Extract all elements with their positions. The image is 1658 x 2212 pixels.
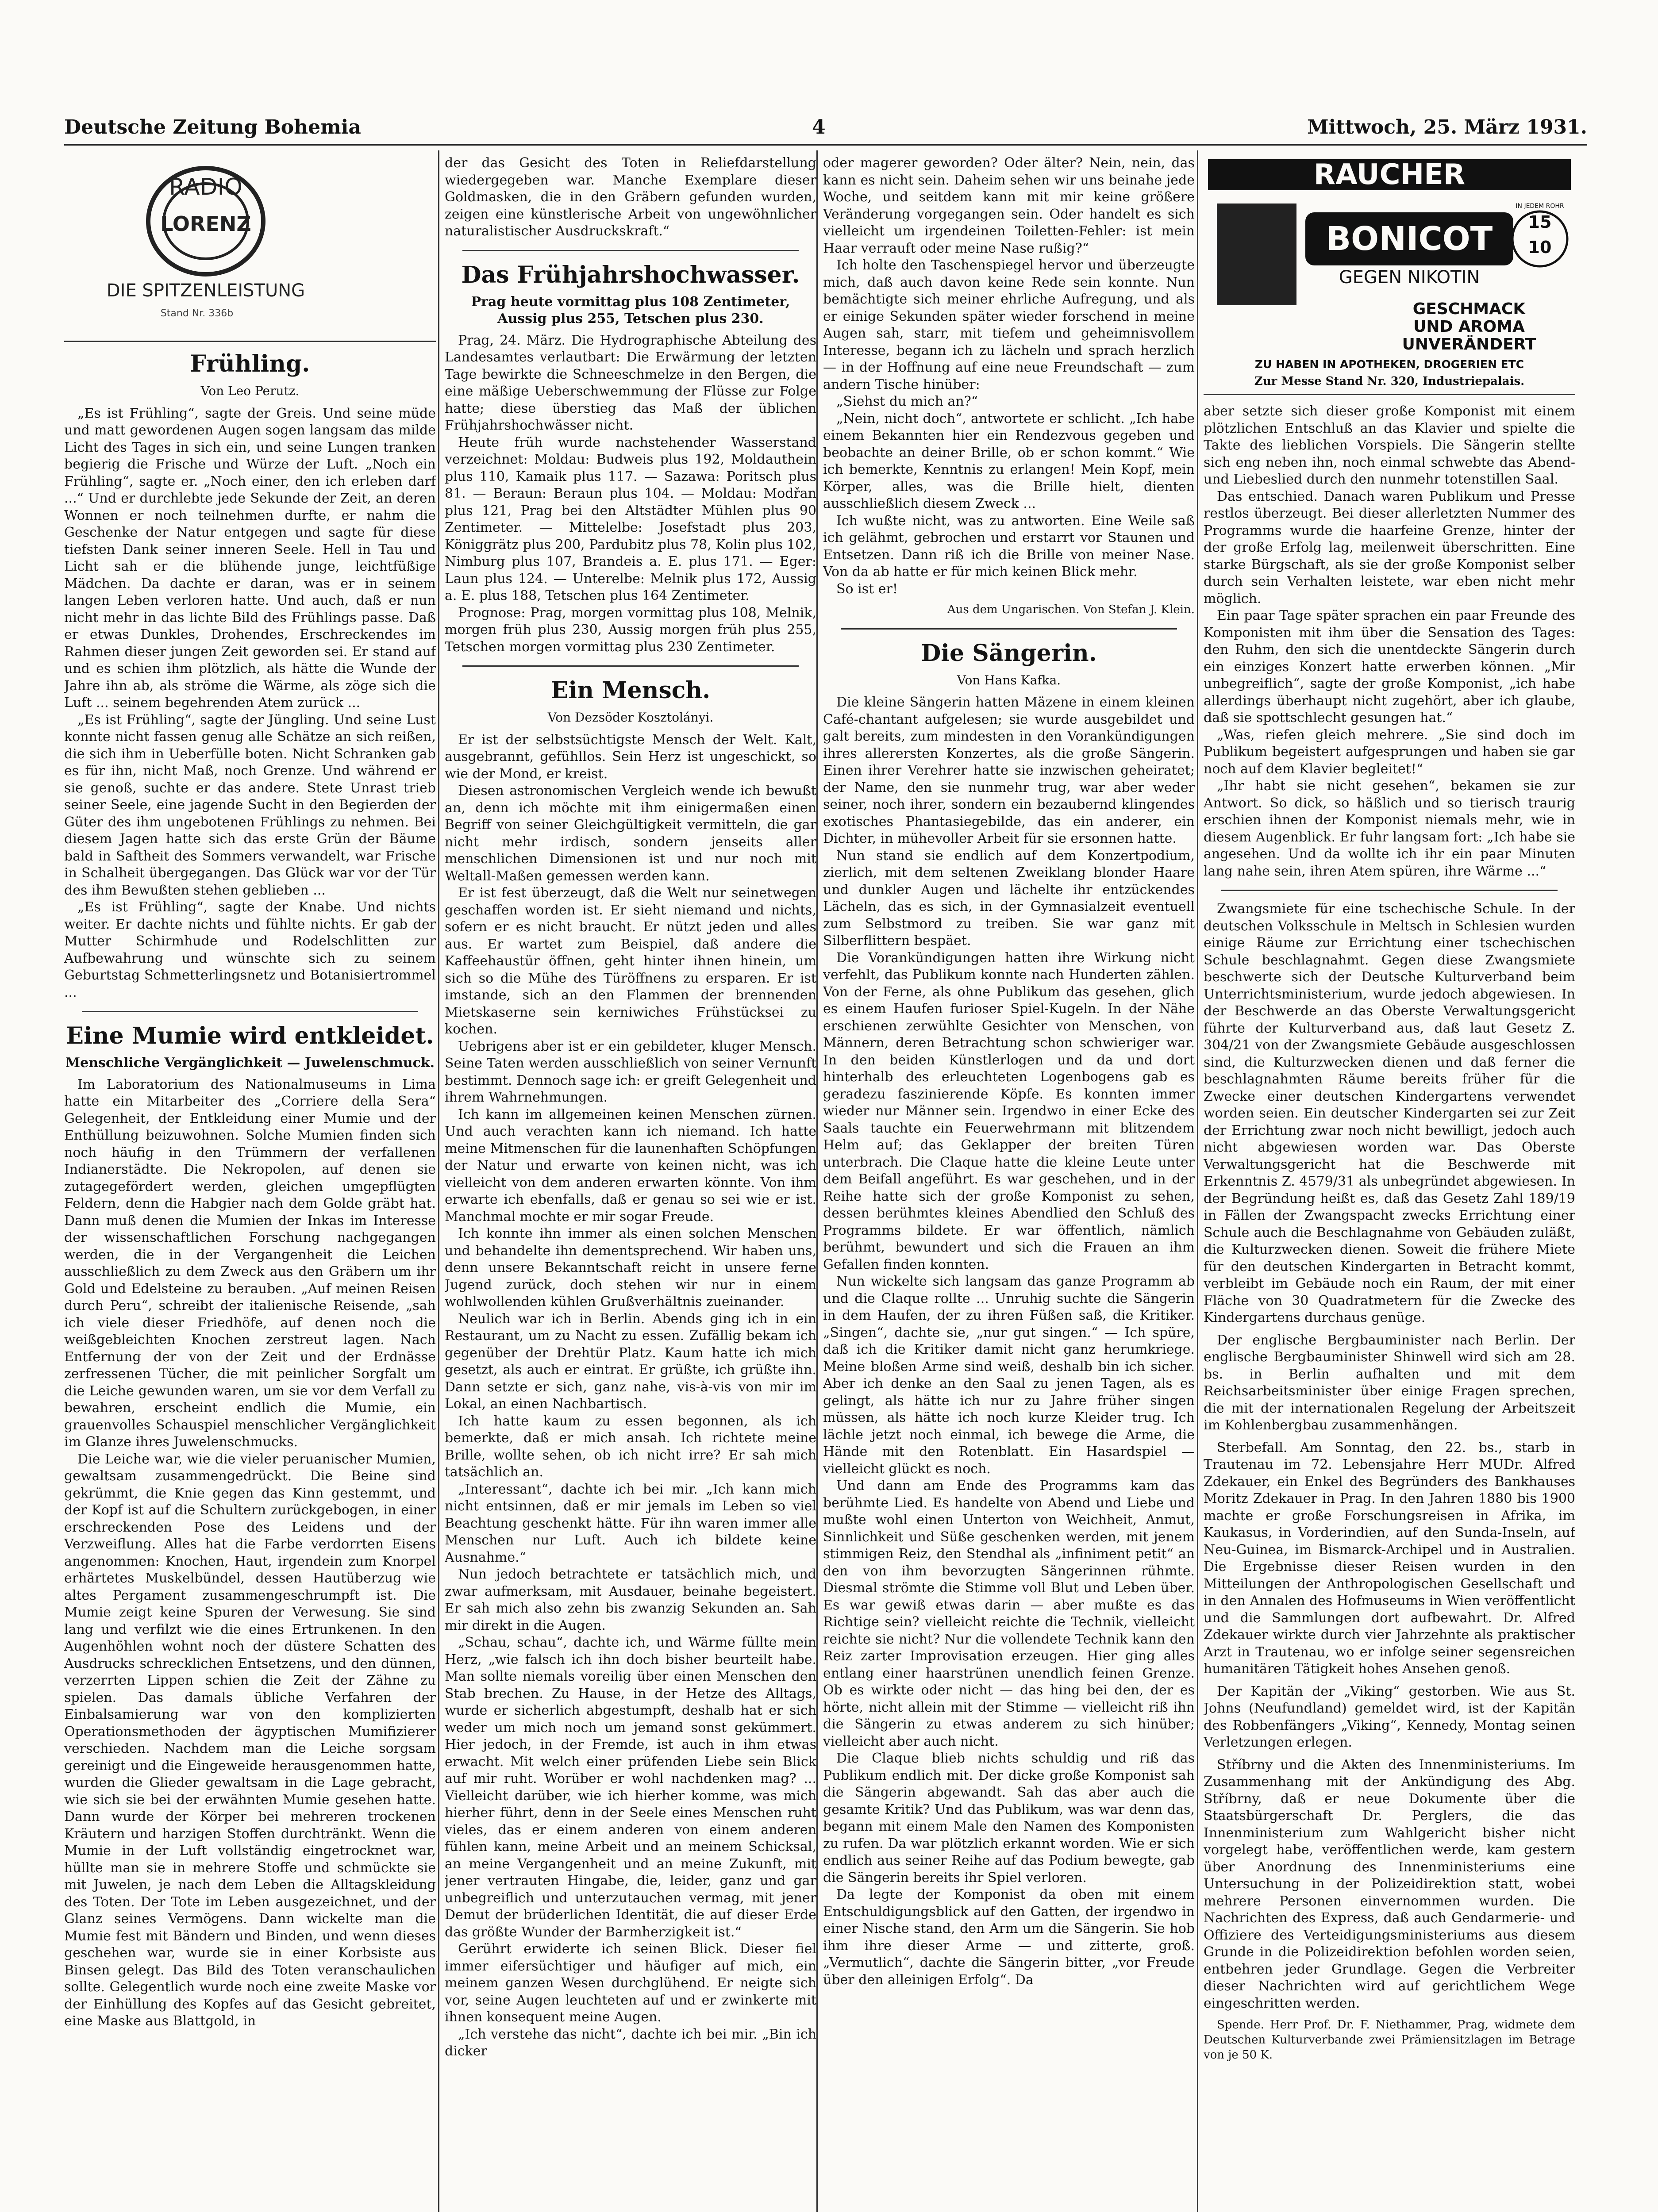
paragraph: Ich hatte kaum zu essen begonnen, als ich bemerkte, daß er mich ansah. Ich richtete meine Brille, wollte sehen, ob ich nicht irre? Er sah mich tatsächlich an. (445, 1413, 816, 1480)
paragraph: Er ist fest überzeugt, daß die Welt nur seinetwegen geschaffen worden ist. Er sieht niemand und nichts, sofern er es nicht braucht. Er nützt jeden und alles aus. Er wartet zum Beispiel, daß andere die Kaffeehaustür öffnen, geht hinter ihnen hinein, um sich so die Mühe des Türöffnens zu ersparen. Er ist imstande, sich an den Flammen der brennenden Mietskaserne sein kerniwiches Frühstücksei zu kochen. (445, 885, 816, 1037)
page-header (64, 116, 1587, 142)
paragraph: aber setzte sich dieser große Komponist mit einem plötzlichen Entschluß an das Klavier und spielte die Takte des lieblichen Vorspiels. Die Sängerin stellte sich eng neben ihn, noch einmal schwebte das Abend- und Liebeslied durch den nunmehr totenstillen Saal. (1204, 403, 1575, 487)
article-divider (1221, 890, 1558, 891)
news-notice: Stříbrny und die Akten des Innenministeriums. Im Zusammenhang mit der Ankündigung des Abg. Stříbrny, daß er neue Dokumente über die Staatsbürgerschaft Dr. Perglers, die das Innenministerium zum Wahlgericht bisher nicht vorgelegt habe, veröffentlichen werde, kam gestern über Anordnung des Innenministeriums eine Untersuchung in der Polizeidirektion statt, wobei mehrere Personen einvernommen wurden. Die Nachrichten des Express, daß auch Gendarmerie- und Offiziere des Verteidigungsministeriums aus diesem Grunde in die Polizeidirektion befohlen worden seien, entbehren jeder Grundlage. Gegen die Verbreiter dieser Nachrichten wird auf gerichtlichem Wege eingeschritten werden. (1204, 1757, 1575, 2011)
article-divider (462, 665, 799, 667)
article-subtitle: Menschliche Vergänglichkeit — Juwelenschmuck. (65, 1055, 435, 1071)
column-1 (64, 155, 436, 2212)
article-divider (841, 628, 1177, 630)
paragraph: Ich kann im allgemeinen keinen Menschen zürnen. Und auch verachten kann ich niemand. Ich hatte meine Mitmenschen für die launenhaften Schöpfungen der Natur und erwarte von keinen nicht, was ich vielleicht von dem anderen erwarten könnte. Von ihm erwarte ich ebenfalls, daß er genau so sei wie er ist. Manchmal mochte er mir sogar Freude. (445, 1106, 816, 1225)
ad-tagline: GEGEN NIKOTIN (1339, 267, 1480, 288)
ad-lorenz-word: LORENZ (160, 212, 251, 236)
paragraph: „Ihr habt sie nicht gesehen“, bekamen sie zur Antwort. So dick, so häßlich und so tierisch traurig erschien ihnen der Komponist niemals mehr, wie in diesem Augenblick. Er fuhr langsam fort: „Ich habe sie angesehen. Und da wollte ich ihr ein paar Minuten lang nahe sein, ihren Atem spüren, ihre Wärme ...“ (1204, 778, 1575, 879)
column-4 (1204, 155, 1575, 2212)
radio-lorenz-ad (64, 155, 436, 342)
paragraph: der das Gesicht des Toten in Reliefdarstellung wiedergegeben war. Manche Exemplare dieser Goldmasken, die in den Gräbern gefunden wurden, zeigen eine künstlerische Arbeit von ungewöhnlicher naturalistischer Ausdruckskraft.“ (445, 155, 816, 239)
paragraph: Prognose: Prag, morgen vormittag plus 108, Melnik, morgen früh plus 230, Aussig morgen früh plus 255, Tetschen morgen vormittag plus 230 Zentimeter. (445, 605, 816, 655)
paragraph: Die Leiche war, wie die vieler peruanischer Mumien, gewaltsam zusammengedrückt. Die Beine sind gekrümmt, die Knie gegen das Kinn gestemmt, und der Kopf ist auf die Schultern zurückgebogen, in einer erschreckenden Pose des Leidens und der Verzweiflung. Alles hat die Farbe verdorrten Eisens angenommen: Knochen, Haut, irgendein zum Knorpel erhärtetes Muskelbündel, dessen Hautüberzug wie altes Pergament zusammengeschrumpft ist. Die Mumie zeigt keine Spuren der Verwesung. Sie sind lang und verfilzt wie die eines Ertrunkenen. In den Augenhöhlen wohnt noch der düstere Schatten des Ausdrucks schrecklichen Entsetzens, und den dünnen, verzerrten Lippen schien die Zeit der Zähne zu spielen. Das damals übliche Verfahren der Einbalsamierung war von den komplizierten Operationsmethoden der ägyptischen Mumifizierer verschieden. Nachdem man die Leiche sorgsam gereinigt und die Eingeweide herausgenommen hatte, wurden die Glieder gewaltsam in die Lage gebracht, wie sich sie bei der erwähnten Mumie gesehen hatte. Dann wurde der Körper bei mehreren trockenen Kräutern und harzigen Stoffen durchtränkt. Wenn die Mumie in der Luft vollständig eingetrocknet war, hüllte man sie in mehrere Stoffe und schmückte sie mit Juwelen, je nach dem Leben die Alltagskleidung des Toten. Der Tote im Leben ausgezeichnet, und der Glanz seines Vermögens. Dann wickelte man die Mumie fest mit Bändern und Binden, und wenn dieses geschehen war, wurde sie in einer Korbsiste aus Binsen gelegt. Das Bild des Toten veranschaulichen sollte. Gelegentlich wurde noch eine zweite Maske vor der Einhüllung des Kopfes auf das Gesicht gebreitet, eine Maske aus Blattgold, in (64, 1451, 436, 2029)
paragraph: Und dann am Ende des Programms kam das berühmte Lied. Es handelte von Abend und Liebe und mußte wohl einen Unterton von Weichheit, Anmut, Sinnlichkeit und Süße geschenken werden, mit jenem stimmigen Reiz, den Stendhal als „infiniment petit“ an den von ihm bevorzugten Sängerinnen rühmte. Diesmal strömte die Stimme voll Blut und Leben über. Es war gewiß etwas darin — aber mußte es das Richtige sein? vielleicht reichte die Technik, vielleicht reichte sie nicht? Nur die vollendete Technik kann den Reiz zarter Improvisation erzeugen. Hier ging alles entlang einer haarstrünen unendlich feinen Grenze. Ob es wirkte oder nicht — das hing bei den, der es hörte, nicht allein mit der Stimme — vielleicht riß ihn die Sängerin zu etwas anderem zu sich hinüber; vielleicht aber auch nicht. (823, 1478, 1195, 1749)
paragraph: Die Vorankündigungen hatten ihre Wirkung nicht verfehlt, das Publikum konnte nach Hunderten zählen. Von der Ferne, als ohne Publikum das gesehen, glich es einem Haufen furioser Spiel-Kugeln. In der Nähe erschienen zerwühlte Gesichter von Menschen, von Männern, deren Betrachtung schon schwieriger war. In den beiden Künstlerlogen und da und dort hinterhalb des erleuchteten Logenbogens gab es geradezu faszinierende Köpfe. Es konnten immer wieder nur Männer sein. Irgendwo in einer Ecke des Saals tauchte ein Feuerwehrmann mit blitzendem Helm auf; das Geklapper der breiten Türen unterbrach. Die Claque hatte die kleine Leute unter dem Beifall angeführt. Es war geschehen, und in der Reihe hatte sich der große Komponist zu sehen, dessen berühmtes kleines Abendlied den Schluß des Programms bildete. Er war öffentlich, nämlich berühmt, bewundert und sich die Frauen an ihm Gefallen finden konnten. (823, 950, 1195, 1272)
ad-brand: BONICOT (1326, 220, 1493, 258)
bonicot-ad-graphic (1204, 155, 1575, 389)
paragraph: Gerührt erwiderte ich seinen Blick. Dieser fiel immer eifersüchtiger und häufiger auf mich, ein meinem ganzen Wesen durchglühend. Er neigte sich vor, seine Augen leuchteten auf und er zwinkerte mit ihnen konsequent meine Augen. (445, 1941, 816, 2025)
column-divider (438, 150, 439, 2212)
paragraph: Neulich war ich in Berlin. Abends ging ich in ein Restaurant, um zu Nacht zu essen. Zufällig bekam ich gegenüber der Drehtür Platz. Kaum hatte ich mich gesetzt, als auch er eintrat. Er grüßte, ich grüßte ihn. Dann setzte er sich, ganz nahe, vis-à-vis von mir im Lokal, an einen Nachbartisch. (445, 1311, 816, 1412)
paragraph: Ich wußte nicht, was zu antworten. Eine Weile saß ich gelähmt, gebrochen und erstarrt vor Staunen und Entsetzen. Dann riß ich die Brille von meiner Nase. Von da ab hatte er für mich keinen Blick mehr. (823, 513, 1195, 580)
paragraph: Uebrigens aber ist er ein gebildeter, kluger Mensch. Seine Taten werden ausschließlich von seiner Vernunft bestimmt. Dennoch sage ich: er greift Gelegenheit und ihrem Wahrnehmungen. (445, 1038, 816, 1105)
page-number: 4 (812, 116, 826, 138)
paragraph: Diesen astronomischen Vergleich wende ich bewußt an, denn ich möchte mit ihm einigermaßen einen Begriff von seiner Gleichgültigkeit vermitteln, die gar nicht mehr irdisch, sondern jenseits aller menschlichen Dimensionen ist und nur noch mit Weltall-Maßen gemessen werden kann. (445, 783, 816, 884)
paragraph: Ein paar Tage später sprachen ein paar Freunde des Komponisten mit ihm über die Sensation des Tages: den Ruhm, den sich die unentdeckte Sängerin durch ein einziges Konzert hatte erwerben können. „Mir unbegreiflich“, sagte der große Komponist, „ich habe allerdings überhaupt nicht zugehört, aber ich glaube, daß sie spottschlecht gesungen hat.“ (1204, 608, 1575, 726)
news-notice: Zwangsmiete für eine tschechische Schule. In der deutschen Volksschule in Meltsch in Schlesien wurden einige Räume zur Errichtung einer tschechischen Schule beschlagnahmt. Gegen diese Zwangsmiete beschwerte sich der Deutsche Kulturverband beim Unterrichtsministerium, wurde jedoch abgewiesen. In der Beschwerde an das Oberste Verwaltungsgericht führte der Kulturverband aus, daß laut Gesetz Z. 304/21 von der Zwangsmiete Gebäude ausgeschlossen sind, die Kulturzwecken dienen und daß ferner die beschlagnahmten Räume bereits früher für die Zwecke einer deutschen Kindergartens verwendet worden seien. Ein deutscher Kindergarten sei zur Zeit der Errichtung zwar noch nicht bewilligt, jedoch auch nicht abgewiesen worden war. Das Oberste Verwaltungsgericht hat die Beschwerde mit Erkenntnis Z. 4579/31 als unbegründet abgewiesen. In der Begründung heißt es, daß das Gesetz Zahl 189/19 in Fällen der Zwangspacht zwecks Errichtung einer Schule auch die Beschlagnahme von Gebäuden zuläßt, die Kulturzwecken dienen. Soweit die frühere Miete für den deutschen Kindergarten in Betracht kommt, verbleibt im Gebäude noch ein Raum, der mit einer Fläche von 30 Quadratmetern für die Zwecke des Kindergartens durchaus genüge. (1204, 901, 1575, 1325)
ad-price: 15 (1528, 212, 1552, 232)
paragraph: Die Claque blieb nichts schuldig und riß das Publikum endlich mit. Der dicke große Komponist sah die Sängerin abgewandt. Sah das aber auch die gesamte Kritik? Und das Publikum, was war denn das, begann mit einem Male den Namen des Komponisten zu rufen. Da war plötzlich erkannt worden. Wie er sich endlich aus seiner Reihe auf das Podium bewegte, gab die Sängerin bereits ihr Spiel verloren. (823, 1751, 1195, 1886)
issue-date: Mittwoch, 25. März 1931. (1307, 116, 1587, 138)
paragraph: Er ist der selbstsüchtigste Mensch der Welt. Kalt, ausgebrannt, gefühllos. Sein Herz ist ungeschickt, so wie der Mond, er kreist. (445, 732, 816, 782)
article-title-saengerin: Die Sängerin. (921, 639, 1097, 667)
paragraph: „Siehst du mich an?“ (836, 394, 978, 409)
bonicot-ad (1204, 155, 1575, 395)
paragraph: Heute früh wurde nachstehender Wasserstand verzeichnet: Moldau: Budweis plus 192, Moldauthein plus 110, Kamaik plus 117. — Sazawa: Poritsch plus 81. — Beraun: Beraun plus 104. — Moldau: Modřan plus 121, Prag bei den Altstädter Mühlen plus 90 Zentimeter. — Mittelelbe: Josefstadt plus 203, Königgrätz plus 200, Pardubitz plus 78, Kolin plus 102, Nimburg plus 107, Brandeis a. E. plus 171. — Eger: Laun plus 124. — Unterelbe: Melnik plus 172, Aussig a. E. plus 188, Tetschen plus 164 Zentimeter. (445, 434, 816, 603)
article-title-mensch: Ein Mensch. (550, 677, 711, 704)
article-subtitle: Prag heute vormittag plus 108 Zentimeter, Aussig plus 255, Tetschen plus 230. (471, 294, 790, 326)
column-3 (823, 155, 1195, 2212)
ad-claim: GESCHMACK (1412, 300, 1526, 318)
column-divider (816, 150, 818, 2212)
paragraph: Nun wickelte sich langsam das ganze Programm ab und die Claque rollte ... Unruhig suchte die Sängerin in dem Haufen, der zu ihren Füßen saß, die Kritiker. „Singen“, dachte sie, „nur gut singen.“ — Ich spüre, daß ich die Kritiker damit nicht ganz herumkriege. Meine bloßen Arme sind weiß, deshalb bin ich sicher. Aber ich denke an den Saal zu jenen Tagen, als es gelingt, als hätte ich nur zu Jahre früher singen müssen, als hätte ich noch kurze Kleider trug. Ich lächle jetzt noch einmal, ich bewege die Arme, die Hände mit den Rotenblatt. Ein Hasardspiel — vielleicht glückt es noch. (823, 1274, 1195, 1477)
paragraph: Die kleine Sängerin hatten Mäzene in einem kleinen Café-chantant aufgelesen; sie wurde ausgebildet und galt bereits, zum mindesten in den Vorankündigungen ihres allerersten Konzertes, als die große Sängerin. Einen ihrer Verehrer hatte sie inzwischen geheiratet; der Name, den sie nunmehr trug, war aber weder seiner, noch ihrer, sondern ein bezaubernd klingendes exotisches Phantasiegebilde, das ein anderer, ein Dichter, in mühevoller Arbeit für sie ersonnen hatte. (823, 695, 1195, 846)
paragraph: „Es ist Frühling“, sagte der Greis. Und seine müde und matt gewordenen Augen sogen langsam das milde Licht des Tages in sich ein, und seine Lungen tranken begierig die Frische und Würze der Luft. „Noch ein Frühling“, sagte er. „Noch einer, den ich erleben darf ...“ Und er durchlebte jede Sekunde der Zeit, an deren Wonnen er noch teilnehmen durfte, er nahm die Geschenke der Natur entgegen und sagte für diese tiefsten Dank seiner inneren Seele. Hell in Tau und Licht sah er die blühende junge, leichtfüßige Mädchen. Da dachte er daran, was er in seinem langen Leben verloren hatte. Und auch, daß er nun nicht mehr in das lichte Bild des Frühlings passe. Daß er etwas Dunkles, Drohendes, Erschreckendes im Rahmen dieser jungen Zeit geworden sei. Er stand auf und es schien ihm plötzlich, als hätte die Wunde der Jahre ihn ab, als ströme die Wärme, als zöge sich die Luft ... seinem begehrenden Atem zurück ... (64, 405, 436, 710)
news-notice: Der englische Bergbauminister nach Berlin. Der englische Bergbauminister Shinwell wird sich am 28. bs. in Berlin aufhalten und mit dem Reichsarbeitsminister über einige Fragen sprechen, die mit der internationalen Regelung der Arbeitszeit im Kohlenbergbau zusammenhängen. (1204, 1332, 1575, 1433)
paragraph: „Es ist Frühling“, sagte der Knabe. Und nichts weiter. Er dachte nichts und fühlte nichts. Er gab der Mutter Schirmhude und Rodelschlitten zur Aufbewahrung und wünschte sich zu seinem Geburtstag Schmetterlingsnetz und Botanisiertrommel ... (64, 899, 436, 1000)
paragraph: „Was, riefen gleich mehrere. „Sie sind doch im Publikum begeistert aufgesprungen und haben sie gar noch auf dem Klavier begleitet!“ (1204, 727, 1575, 777)
news-notice: Der Kapitän der „Viking“ gestorben. Wie aus St. Johns (Neufundland) gemeldet wird, ist der Kapitän des Robbenfängers „Viking“, Kennedy, Montag seinen Verletzungen erlegen. (1204, 1683, 1575, 1750)
paragraph: Nun jedoch betrachtete er tatsächlich mich, und zwar aufmerksam, mit Ausdauer, beinahe begeistert. Er sah mich also zehn bis zwanzig Sekunden an. Sah mir direkt in die Augen. (445, 1567, 816, 1633)
article-byline: Von Hans Kafka. (957, 672, 1061, 687)
newspaper-name: Deutsche Zeitung Bohemia (64, 116, 361, 138)
article-title-mumie: Eine Mumie wird entkleidet. (66, 1022, 434, 1049)
column-2 (445, 155, 816, 2212)
news-notice: Sterbefall. Am Sonntag, den 22. bs., starb in Trautenau im 72. Lebensjahre Herr MUDr. Alfred Zdekauer, ein Enkel des Begründers des Bankhauses Moritz Zdekauer in Prag. In den Jahren 1880 bis 1900 machte er große Forschungsreisen in Afrika, im Kaukasus, in Vorderindien, auf den Sunda-Inseln, auf Neu-Guinea, im Bismarck-Archipel und in Australien. Die Ergebnisse dieser Reisen wurden in den Mitteilungen der Anthropologischen Gesellschaft und in den Annalen des Hofmuseums in Wien veröffentlicht und die Sammlungen dort aufbewahrt. Dr. Alfred Zdekauer wirkte durch vier Jahrzehnte als praktischer Arzt in Trautenau, wo er infolge seiner segensreichen humanitären Tätigkeit hohes Ansehen genoß. (1204, 1440, 1575, 1677)
ad-fair-stand: Zur Messe Stand Nr. 320, Industriepalais. (1254, 375, 1525, 388)
paragraph: Ich konnte ihn immer als einen solchen Menschen und behandelte ihn dementsprechend. Wir haben uns, denn unsere Bekanntschaft reicht in unsere ferne Jugend zurück, doch stehen wir nur in einem wohlwollenden kühlen Grußverhältnis zueinander. (445, 1226, 816, 1310)
ad-availability: ZU HABEN IN APOTHEKEN, DROGERIEN ETC (1254, 358, 1524, 371)
article-byline: Von Dezsöder Kosztolányi. (547, 710, 714, 725)
paragraph: „Nein, nicht doch“, antwortete er schlicht. „Ich habe einem Bekannten hier ein Rendezvous gegeben und beobachte an deiner Brille, ob er schon kommt.“ Wie ich bemerkte, Kenntnis zu erlangen! Mein Kopf, mein Körper, alles, was die Brille hielt, dienten ausschließlich diesem Zweck ... (823, 411, 1195, 511)
paragraph: „Schau, schau“, dachte ich, und Wärme füllte mein Herz, „wie falsch ich ihn doch bisher beurteilt habe. Man sollte niemals voreilig über einen Menschen den Stab brechen. Zu Hause, in der Hetze des Alltags, wurde er sicherlich abgestumpft, deshalb hat er sich weder um mich noch um jemand sonst gekümmert. Hier jedoch, in der Fremde, ist auch in ihm etwas erwacht. Mit welch einer prüfenden Liebe sein Blick auf mir ruht. Worüber er wohl nachdenken mag? ... Vielleicht darüber, wie ich hierher komme, was mich hierher führt, denn in der Seele eines Menschen ruht vieles, das er einem anderen von einem anderen fühlen kann, meine Arbeit und an meinem Schicksal, an meine Vergangenheit und an meine Zukunft, mit jener vertrauten Hingabe, die, leider, ganz und gar unbegreiflich und unterzutauchen vermag, mit jener Demut der brüderlichen Identität, die auf dieser Erde das größte Wunder der Barmherzigkeit ist.“ (445, 1635, 816, 1940)
paragraph: oder magerer geworden? Oder älter? Nein, nein, das kann es nicht sein. Daheim sehen wir uns beinahe jede Woche, und seitdem kann mit mir keine größere Veränderung vorgegangen sein. Oder handelt es sich vielleicht um irgendeinen Toiletten-Fehler: ist mein Haar verrauft oder meine Nase rußig?“ (823, 155, 1195, 256)
ad-radio-word: RADIO (169, 174, 242, 200)
radio-lorenz-logo (64, 155, 436, 332)
paragraph: Prag, 24. März. Die Hydrographische Abteilung des Landesamtes verlautbart: Die Erwärmung der letzten Tage bewirkte die Schneeschmelze in den Bergen, die eine mäßige Ueberschwemmung der Flüsse zur Folge hatte; diese überstieg das Maß der üblichen Frühjahrshochwässer nicht. (445, 332, 816, 433)
paragraph: Das entschied. Danach waren Publikum und Presse restlos überzeugt. Bei dieser allerletzten Nummer des Programms wurde die haarfeine Grenze, hinter der der große Erfolg lag, meilenweit überschritten. Eine starke Bürgschaft, als sie der große Komponist selber durch sein Verhalten leistete, war eben nicht mehr möglich. (1204, 488, 1575, 607)
paragraph: So ist er! (836, 581, 898, 597)
ad-claim: UND AROMA (1413, 318, 1525, 336)
ad-slogan: DIE SPITZENLEISTUNG (106, 280, 305, 301)
header-rule (64, 144, 1587, 146)
ad-stand: Stand Nr. 336b (160, 308, 234, 319)
article-divider (82, 1011, 418, 1012)
paragraph: „Es ist Frühling“, sagte der Jüngling. Und seine Lust konnte nicht fassen genug alle Schätze an sich reißen, die sich ihm in Ueberfülle boten. Nicht Schranken gab es für ihn, nicht Maß, noch Grenze. Und während er sie genoß, suchte er das andere. Stete Unrast trieb seiner Seele, eine jagende Sucht in den Begierden der Güter des ihm ungebotenen Frühlings zu nehmen. Bei diesem Jagen hatte sich das erste Grün der Bäume bald in Saftheit des Sommers verwandelt, war Frische in Schalheit übergegangen. Das Glück war vor der Tür des ihm Bewußten stehen geblieben ... (64, 712, 436, 898)
article-divider (462, 250, 799, 251)
donation-notice: Spende. Herr Prof. Dr. F. Niethammer, Prag, widmete dem Deutschen Kulturverbande zwei Prämiensitzlagen im Betrage von je 50 K. (1204, 2018, 1575, 2062)
paragraph: Ich holte den Taschenspiegel hervor und überzeugte mich, daß auch davon keine Rede sein konnte. Nun bemächtigte sich meiner ehrliche Aufregung, und als er einige Sekunden später wieder forschend in meine Augen sah, starr, mit tiefem und geheimnisvollem Interesse, begann ich zu lächeln und sprach herzlich — in der Hoffnung auf eine neue Freundschaft — zum andern Tische hinüber: (823, 257, 1195, 392)
paragraph: Da legte der Komponist da oben mit einem Entschuldigungsblick auf den Gatten, der irgendwo in einer Nische stand, den Arm um die Sängerin. Sie hob ihm ihre dieser Arme — und zitterte, groß. „Vermutlich“, dachte die Sängerin bitter, „vor Freude über den alleinigen Erfolg“. Da (823, 1887, 1195, 1988)
ad-claim: UNVERÄNDERT (1402, 335, 1536, 353)
article-byline: Von Leo Perutz. (200, 384, 300, 398)
ad-price: 10 (1528, 238, 1552, 257)
ad-badge: IN JEDEM ROHR (1516, 203, 1564, 210)
ad-headline: RAUCHER (1313, 158, 1466, 191)
article-title-hochwasser: Das Frühjahrshochwasser. (461, 261, 800, 288)
paragraph: „Ich verstehe das nicht“, dachte ich bei mir. „Bin ich dicker (445, 2026, 816, 2059)
column-divider (1197, 150, 1198, 2212)
article-title-fruehling: Frühling. (190, 350, 310, 377)
paragraph: „Interessant“, dachte ich bei mir. „Ich kann mich nicht entsinnen, daß er mir jemals im Leben so viel Beachtung geschenkt hätte. Für ihn waren immer alle Menschen nur Luft. Auch ich bildete keine Ausnahme.“ (445, 1481, 816, 1565)
article-source: Aus dem Ungarischen. Von Stefan J. Klein. (947, 603, 1195, 616)
paragraph: Nun stand sie endlich auf dem Konzertpodium, zierlich, mit dem seltenen Zweiklang blonder Haare und dunkler Augen und lächelte ihr entzückendes Lächeln, das es sich, in der Gymnasialzeit eventuell zum Selbstmord zu treiben. Sie war ganz mit Silberflittern bespäet. (823, 848, 1195, 949)
paragraph: Im Laboratorium des Nationalmuseums in Lima hatte ein Mitarbeiter des „Corriere della Sera“ Gelegenheit, der Entkleidung einer Mumie und der Enthüllung beizuwohnen. Solche Mumien finden sich noch häufig in den Trümmern der verfallenen Indianerstädte. Die Nekropolen, auf denen sie zutagegefördert werden, gleichen umgepflügten Feldern, denn die Habgier nach dem Golde gräbt hat. Dann muß denen die Mumien der Inkas im Interesse der wissenschaftlichen Forschung nachgegangen werden, die in der Vergangenheit die Leichen ausschließlich zu dem Zweck aus den Gräbern um ihr Gold und Edelsteine zu berauben. „Auf meinen Reisen durch Peru“, schreibt der italienische Reisende, „sah ich viele dieser Friedhöfe, auf denen noch die weißgebleichten Knochen zerstreut lagen. Nach Entfernung der von der Zeit und der Erdnässe zerfressenen Tücher, die mit peinlicher Sorgfalt um die Leiche gewunden waren, um sie vor dem Verfall zu bewahren, erscheint endlich die Mumie, ein grauenvolles Schauspiel menschlicher Vergänglichkeit im Glanze ihres Juwelenschmucks. (64, 1076, 436, 1450)
